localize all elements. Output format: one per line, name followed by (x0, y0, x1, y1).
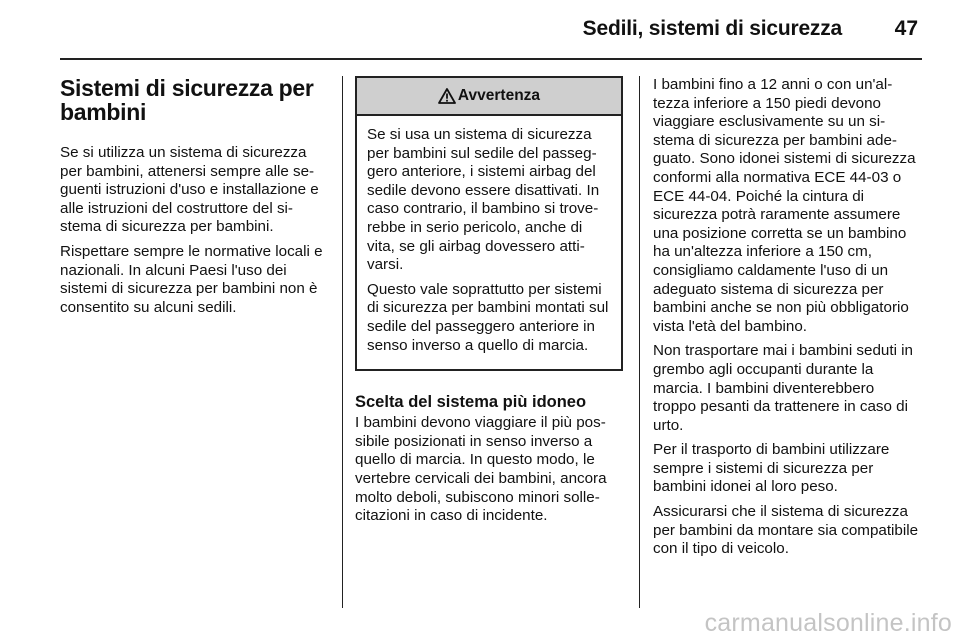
right-column (653, 76, 921, 565)
right-paragraph-2: Non trasportare mai i bambini seduti in grembo agli occupanti durante la marcia. I bambini diventerebbero troppo pesanti da trattenere in caso di urto. (653, 342, 913, 434)
header-title: Sedili, sistemi di sicurezza (582, 17, 842, 40)
column-divider-2 (639, 76, 640, 608)
left-paragraph-2: Rispettare sempre le normative locali e nazionali. In alcuni Paesi l'uso dei sistemi di sicurezza per bambini non è consentito su alcuni sedili. (60, 242, 323, 316)
right-paragraph-3: Per il trasporto di bambini utilizzare sempre i sistemi di sicurezza per bambini idonei al loro peso. (653, 441, 890, 496)
section-heading (60, 76, 328, 124)
column-divider-1 (342, 76, 343, 608)
warning-title: Avvertenza (457, 86, 541, 104)
warning-paragraph-1: Se si usa un sistema di sicurezza per bambini sul sedile del passeggero anteriore, i sistemi airbag del sedile devono essere disattivati. In caso contrario, il bambino si troverebbe in serio pericolo, anche di vita, se gli airbag dovessero attivarsi. (367, 126, 600, 274)
section-heading-line2: bambini (60, 99, 147, 125)
warning-header (357, 78, 621, 116)
page-number: 47 (894, 17, 918, 40)
page-header (0, 0, 960, 60)
subsection-heading: Scelta del sistema più idoneo (355, 393, 587, 412)
warning-paragraph-2: Questo vale soprattutto per sistemi di sicurezza per bambini montati sul sedile del passeggero anteriore in senso inverso a quello di marcia. (367, 280, 609, 354)
middle-paragraph-1: I bambini devono viaggiare il più possibile posizionati in senso inverso a quello di marcia. In questo modo, le vertebre cervicali dei bambini, ancora molto deboli, subiscono minori sollecitazioni in caso di incidente. (355, 414, 607, 525)
header-rule (60, 58, 922, 60)
right-paragraph-1: I bambini fino a 12 anni o con un'altezza inferiore a 150 piedi devono viaggiare esclusivamente su un sistema di sicurezza per bambini adeguato. Sono idonei sistemi di sicurezza conformi alla normativa ECE 44-03 o ECE 44-04. Poiché la cintura di sicurezza potrà raramente assumere una posizione corretta se un bambino ha un'altezza inferiore a 150 cm, consigliamo caldamente l'uso di un adeguato sistema di sicurezza per bambini anche se non più obbligatorio vista l'età del bambino. (653, 76, 916, 335)
right-paragraph-4: Assicurarsi che il sistema di sicurezza per bambini da montare sia compatibile con il tipo di veicolo. (653, 503, 919, 558)
section-heading-line1: Sistemi di sicurezza per (60, 75, 314, 101)
left-column (60, 76, 328, 323)
warning-triangle-icon (438, 88, 456, 104)
warning-box (355, 76, 623, 371)
middle-column (355, 76, 623, 532)
warning-body (357, 116, 621, 369)
watermark: carmanualsonline.info (704, 609, 952, 637)
left-paragraph-1: Se si utilizza un sistema di sicurezza per bambini, attenersi sempre alle seguenti istruzioni d'uso e installazione e alle istruzioni del costruttore del sistema di sicurezza per bambini. (60, 144, 319, 236)
